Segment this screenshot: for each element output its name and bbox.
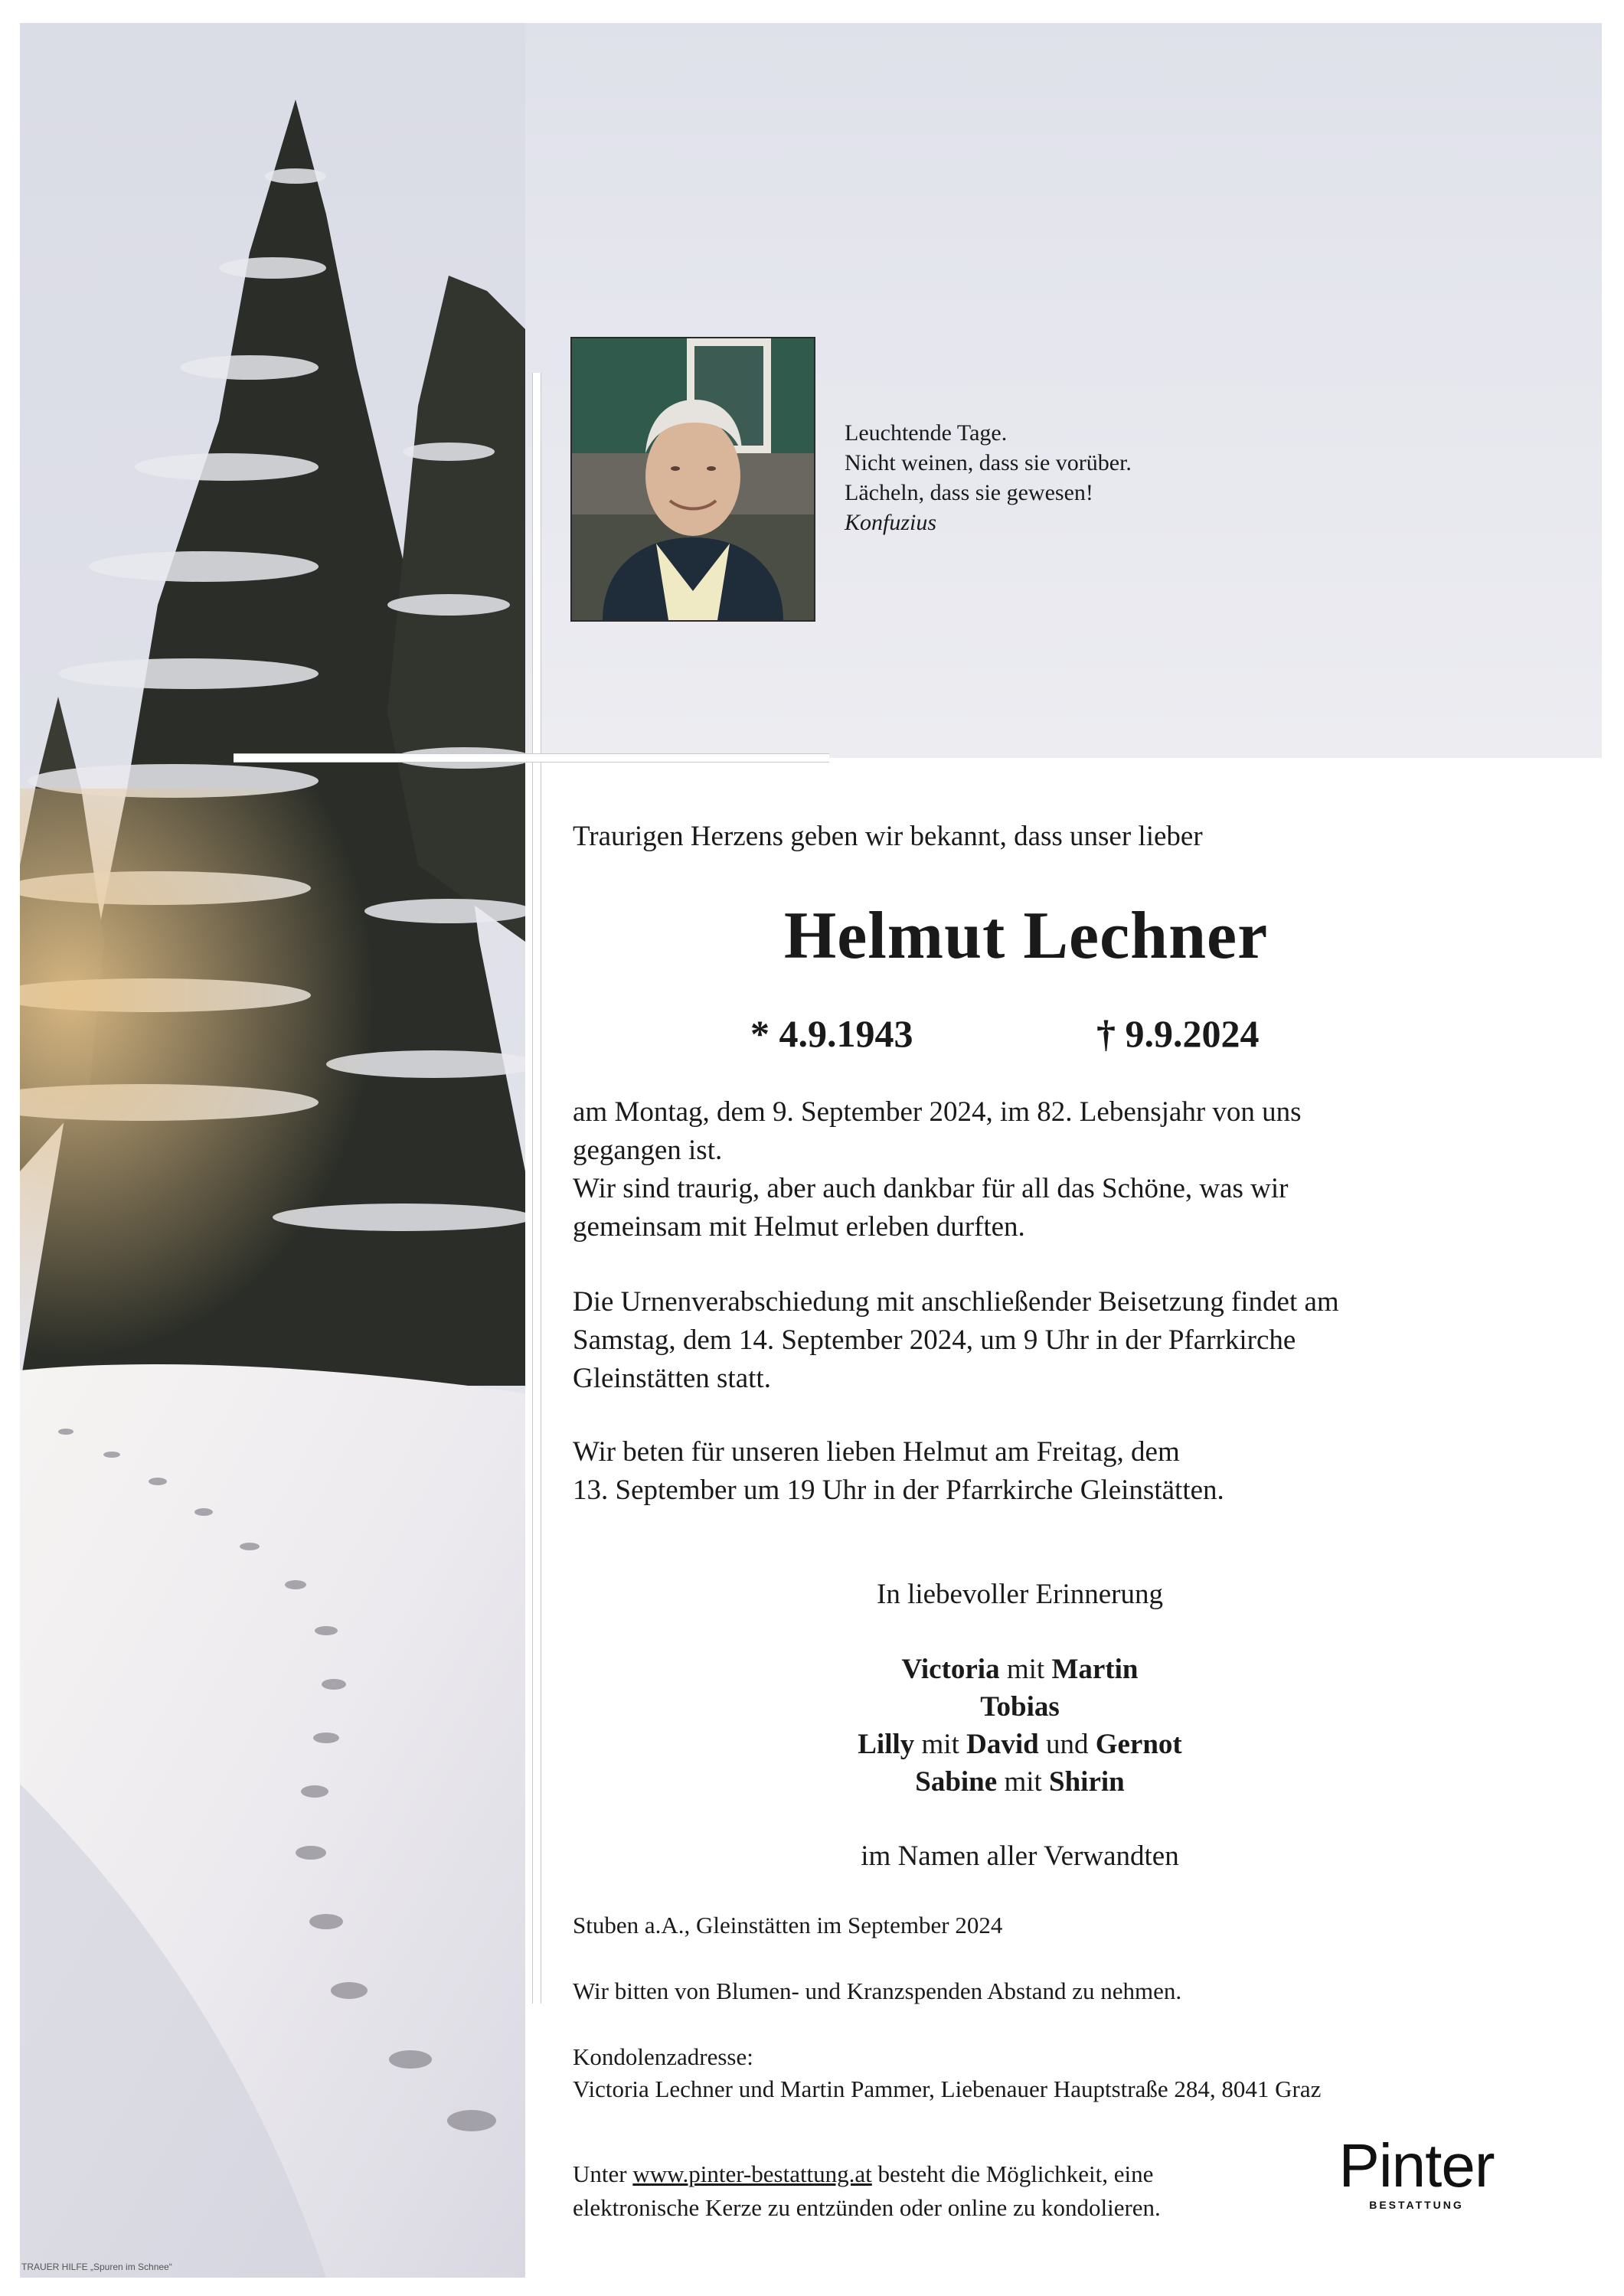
paragraph-line: Wir beten für unseren lieben Helmut am Freitag, dem (573, 1436, 1180, 1468)
paragraph-line: 13. September um 19 Uhr in der Pfarrkirche Gleinstätten. (573, 1475, 1224, 1506)
family-member: Martin (1051, 1654, 1139, 1685)
family-member: Tobias (980, 1691, 1060, 1723)
family-connector: mit (1004, 1766, 1042, 1798)
online-condolence-note (573, 2157, 1161, 2225)
quote-line: Leuchtende Tage. (845, 420, 1008, 446)
winter-forest-image (20, 23, 525, 2278)
condolence-address (573, 2041, 1321, 2105)
online-suffix: besteht die Möglichkeit, eine (871, 2160, 1154, 2187)
flowers-note: Wir bitten von Blumen- und Kranzspenden Abstand zu nehmen. (573, 1978, 1182, 2004)
quote-author: Konfuzius (845, 510, 937, 535)
place-date: Stuben a.A., Gleinstätten im September 2024 (573, 1912, 1003, 1938)
family-connector: mit (1006, 1654, 1045, 1685)
memory-heading: In liebevoller Erinnerung (877, 1579, 1163, 1610)
quote-line: Nicht weinen, dass sie vorüber. (845, 450, 1132, 475)
birth-date: * 4.9.1943 (750, 1012, 913, 1055)
relatives-note: im Namen aller Verwandten (861, 1840, 1179, 1872)
death-date: † 9.9.2024 (1096, 1012, 1260, 1055)
online-line (573, 2157, 1161, 2191)
paragraph-line: Wir sind traurig, aber auch dankbar für all das Schöne, was wir (573, 1173, 1289, 1204)
logo-name: Pinter (1338, 2131, 1495, 2200)
image-credit: TRAUER HILFE „Spuren im Schnee“ (21, 2262, 172, 2272)
paragraph-line: Gleinstätten statt. (573, 1363, 771, 1394)
paragraph-line: am Montag, dem 9. September 2024, im 82. Lebensjahr von uns (573, 1096, 1302, 1128)
family-member: Victoria (901, 1654, 1000, 1685)
online-line: elektronische Kerze zu entzünden oder online zu kondolieren. (573, 2194, 1161, 2221)
online-prefix: Unter (573, 2160, 633, 2187)
deceased-name: Helmut Lechner (783, 899, 1269, 973)
paragraph-line: Samstag, dem 14. September 2024, um 9 Uhr in der Pfarrkirche (573, 1324, 1296, 1356)
cross-vertical-bar (532, 373, 541, 2004)
family-list (567, 1651, 1473, 1801)
family-connector: mit (921, 1729, 959, 1760)
family-line (567, 1651, 1473, 1688)
intro-text: Traurigen Herzens geben wir bekannt, dass unser lieber (573, 821, 1203, 852)
paragraph-passing (573, 1093, 1302, 1246)
paragraph-line: gemeinsam mit Helmut erleben durften. (573, 1211, 1025, 1243)
condolence-address-line: Victoria Lechner und Martin Pammer, Liebenauer Hauptstraße 284, 8041 Graz (573, 2076, 1322, 2102)
family-line (567, 1688, 1473, 1726)
cross-horizontal-bar (234, 753, 829, 763)
family-connector: und (1045, 1729, 1089, 1760)
quote-block (845, 418, 1304, 537)
family-member: Lilly (858, 1729, 915, 1760)
family-member: Shirin (1049, 1766, 1125, 1798)
paragraph-line: Die Urnenverabschiedung mit anschließender Beisetzung findet am (573, 1286, 1339, 1318)
family-line (567, 1763, 1473, 1801)
paragraph-funeral (573, 1283, 1339, 1398)
paragraph-line: gegangen ist. (573, 1135, 723, 1166)
portrait-photo (570, 337, 815, 622)
paragraph-prayer (573, 1433, 1224, 1510)
pinter-logo (1332, 2131, 1501, 2211)
logo-subtitle: BESTATTUNG (1369, 2199, 1464, 2211)
website-link[interactable]: www.pinter-bestattung.at (632, 2160, 872, 2187)
family-member: Gernot (1095, 1729, 1182, 1760)
family-member: David (966, 1729, 1039, 1760)
condolence-label: Kondolenzadresse: (573, 2043, 753, 2070)
quote-line: Lächeln, dass sie gewesen! (845, 480, 1093, 505)
family-member: Sabine (915, 1766, 998, 1798)
family-line (567, 1726, 1473, 1763)
